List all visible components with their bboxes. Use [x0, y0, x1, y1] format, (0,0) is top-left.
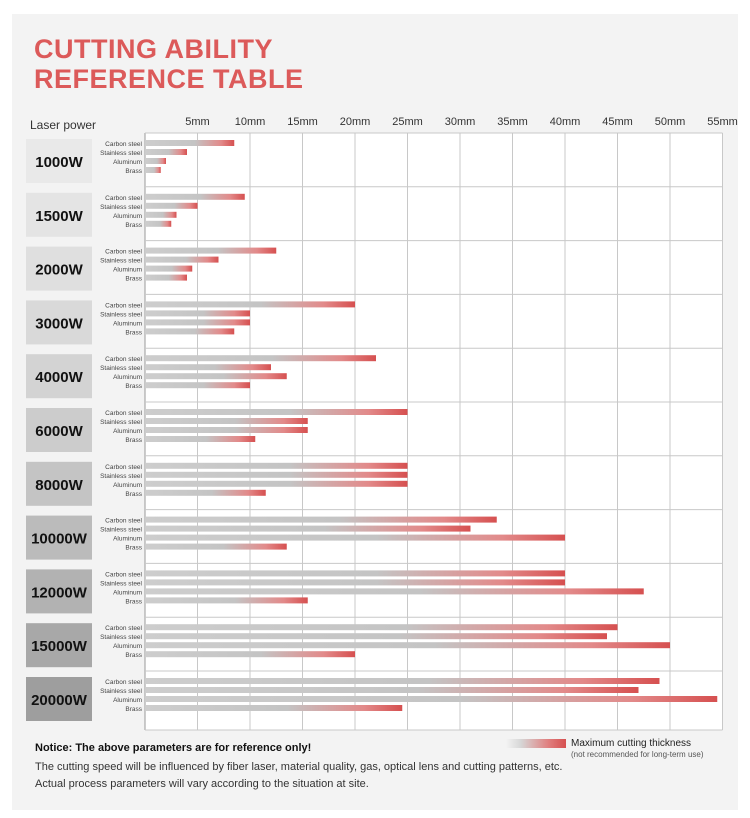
material-label: Carbon steel [105, 194, 142, 202]
data-bar [146, 140, 234, 146]
data-bar [146, 266, 192, 272]
data-bar [146, 490, 266, 496]
material-label: Aluminum [113, 535, 142, 543]
material-label: Aluminum [113, 481, 142, 489]
data-bar [146, 203, 198, 209]
data-bar [146, 544, 287, 550]
data-bar [146, 687, 639, 693]
material-label: Stainless steel [100, 580, 142, 588]
material-label: Brass [125, 383, 142, 391]
data-bar [146, 436, 255, 442]
legend-gradient-swatch [506, 739, 566, 748]
data-bar [146, 651, 355, 657]
data-bar [146, 167, 161, 173]
x-tick-label: 45mm [602, 116, 633, 128]
power-label: 15000W [31, 638, 87, 656]
data-bar [146, 463, 408, 469]
material-label: Carbon steel [105, 248, 142, 256]
legend-label: Maximum cutting thickness [571, 738, 692, 749]
data-bar [146, 517, 497, 523]
data-bar [146, 221, 171, 227]
data-bar [146, 579, 565, 585]
legend-sublabel: (not recommended for long-term use) [571, 750, 704, 759]
x-tick-label: 10mm [234, 116, 266, 128]
data-bar [146, 427, 308, 433]
power-label: 2000W [35, 261, 83, 279]
x-tick-label: 55mm [707, 116, 738, 128]
data-bar [146, 158, 166, 164]
data-bar [146, 301, 355, 307]
x-tick-label: 15mm [287, 116, 318, 128]
power-label: 12000W [31, 584, 87, 602]
x-tick-label: 25mm [392, 116, 423, 128]
material-label: Aluminum [113, 320, 142, 328]
power-label: 6000W [35, 423, 83, 440]
power-label: 1500W [35, 207, 83, 225]
data-bar [146, 373, 287, 379]
power-label: 8000W [35, 476, 83, 494]
material-label: Carbon steel [105, 517, 142, 525]
data-bar [146, 570, 565, 576]
material-label: Brass [125, 598, 142, 606]
material-label: Aluminum [113, 266, 142, 274]
material-label: Brass [125, 652, 142, 660]
data-bar [146, 257, 219, 263]
x-tick-label: 40mm [549, 116, 581, 128]
data-bar [146, 382, 250, 388]
data-bar [146, 472, 408, 478]
material-label: Brass [125, 490, 142, 498]
material-label: Brass [125, 706, 142, 713]
material-label: Brass [125, 544, 142, 552]
material-label: Stainless steel [100, 634, 142, 642]
material-label: Aluminum [113, 643, 142, 651]
material-label: Stainless steel [100, 472, 142, 480]
material-label: Carbon steel [105, 410, 142, 417]
notice-text: Notice: The above parameters are for reference only! [35, 742, 312, 754]
power-label: 20000W [31, 692, 87, 709]
material-label: Aluminum [113, 212, 142, 220]
material-label: Aluminum [113, 697, 142, 704]
material-label: Stainless steel [100, 688, 142, 695]
x-tick-label: 20mm [339, 116, 371, 128]
data-bar [146, 364, 271, 370]
data-bar [146, 705, 402, 711]
power-label: 3000W [35, 315, 83, 333]
data-bar [146, 597, 308, 603]
data-bar [146, 678, 660, 684]
title-line-2: REFERENCE TABLE [34, 64, 304, 94]
material-label: Stainless steel [100, 311, 142, 319]
laser-power-label: Laser power [30, 118, 97, 132]
note-line-2: Actual process parameters will vary according to the situation at site. [35, 778, 369, 790]
data-bar [146, 696, 717, 702]
data-bar [146, 633, 607, 639]
material-label: Carbon steel [105, 571, 142, 579]
data-bar [146, 409, 408, 415]
material-label: Brass [125, 437, 142, 444]
title-line-1: CUTTING ABILITY [34, 34, 273, 64]
data-bar [146, 319, 250, 325]
material-label: Aluminum [113, 589, 142, 597]
material-label: Carbon steel [105, 625, 142, 633]
data-bar [146, 624, 618, 630]
x-tick-label: 50mm [654, 116, 686, 128]
data-bar [146, 481, 408, 487]
data-bar [146, 642, 670, 648]
x-tick-label: 5mm [185, 116, 210, 128]
material-label: Carbon steel [105, 463, 142, 471]
material-label: Brass [125, 168, 142, 175]
data-bar [146, 275, 187, 281]
data-bar [146, 588, 644, 594]
data-bar [146, 310, 250, 316]
material-label: Aluminum [113, 428, 142, 435]
power-label: 1000W [35, 154, 83, 171]
material-label: Stainless steel [100, 150, 142, 157]
power-label: 10000W [31, 530, 87, 548]
material-label: Aluminum [113, 374, 142, 382]
power-label: 4000W [35, 369, 83, 387]
data-bar [146, 149, 187, 155]
data-bar [146, 212, 177, 218]
data-bar [146, 418, 308, 424]
data-bar [146, 194, 245, 200]
material-label: Brass [125, 275, 142, 283]
data-bar [146, 328, 234, 334]
material-label: Aluminum [113, 159, 142, 166]
material-label: Stainless steel [100, 257, 142, 265]
data-bar [146, 355, 376, 361]
material-label: Brass [125, 221, 142, 229]
material-label: Stainless steel [100, 526, 142, 534]
material-label: Stainless steel [100, 203, 142, 211]
data-bar [146, 526, 471, 532]
material-label: Carbon steel [105, 141, 142, 148]
data-bar [146, 535, 565, 541]
material-label: Stainless steel [100, 365, 142, 373]
x-tick-label: 35mm [497, 116, 528, 128]
material-label: Stainless steel [100, 419, 142, 426]
note-line-1: The cutting speed will be influenced by fiber laser, material quality, gas, optical lens and cutting patterns, etc. [35, 761, 563, 773]
material-label: Carbon steel [105, 356, 142, 364]
x-tick-label: 30mm [444, 116, 476, 128]
material-label: Carbon steel [105, 302, 142, 310]
material-label: Brass [125, 329, 142, 337]
data-bar [146, 248, 276, 254]
material-label: Carbon steel [105, 679, 142, 686]
